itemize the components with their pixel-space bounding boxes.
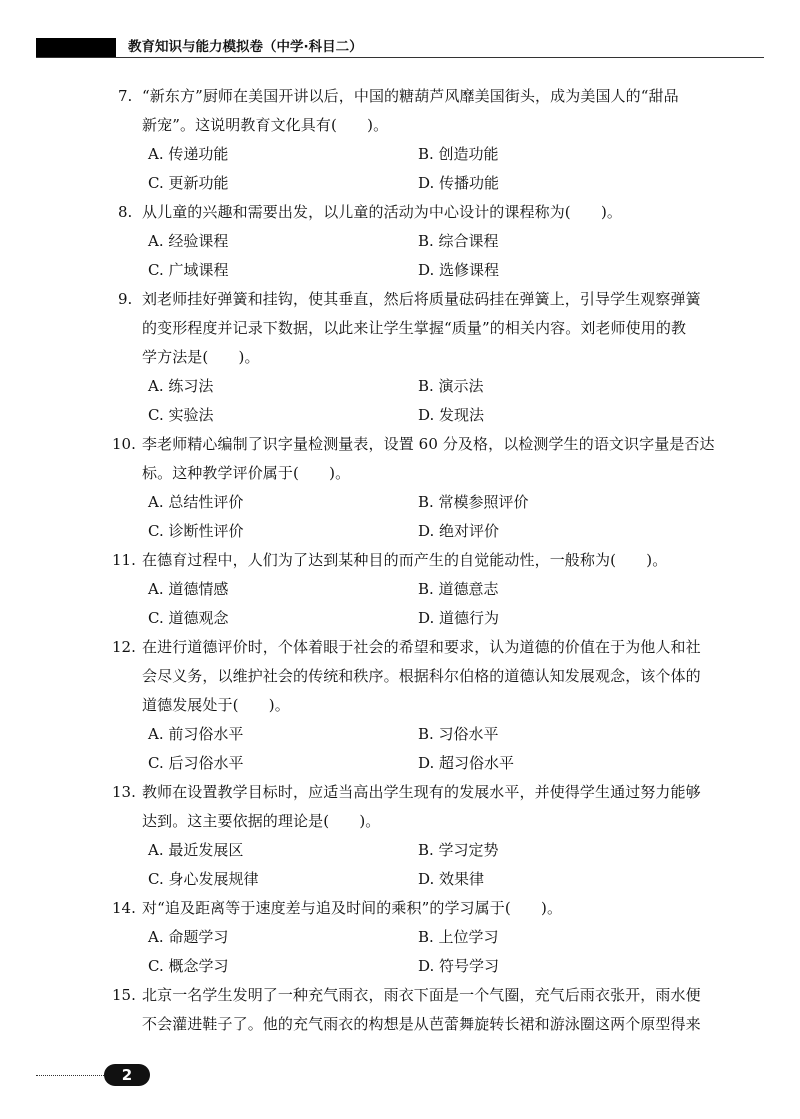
question-stem-line: 的变形程度并记录下数据，以此来让学生掌握“质量”的相关内容。刘老师使用的教 bbox=[142, 319, 687, 337]
question-stem-line: 学方法是( )。 bbox=[142, 348, 260, 366]
option-row bbox=[142, 517, 748, 546]
answer-option: C. 概念学习 bbox=[148, 957, 229, 975]
question-number: 12. bbox=[112, 638, 136, 656]
question-stem-line: 新宠”。这说明教育文化具有( )。 bbox=[142, 116, 389, 134]
answer-option: C. 诊断性评价 bbox=[148, 522, 244, 540]
option-row bbox=[142, 256, 748, 285]
question-stem-line: 李老师精心编制了识字量检测量表，设置 60 分及格，以检测学生的语文识字量是否达 bbox=[142, 435, 715, 453]
answer-option: D. 选修课程 bbox=[418, 261, 500, 279]
answer-option: D. 道德行为 bbox=[418, 609, 500, 627]
question-number: 10. bbox=[112, 435, 136, 453]
question-stem-line: 刘老师挂好弹簧和挂钩，使其垂直，然后将质量砝码挂在弹簧上，引导学生观察弹簧 bbox=[142, 290, 701, 308]
answer-option: C. 广域课程 bbox=[148, 261, 229, 279]
footer-rule bbox=[36, 1075, 114, 1076]
question-10 bbox=[112, 430, 748, 546]
question-14 bbox=[112, 894, 748, 981]
option-row bbox=[142, 372, 748, 401]
question-stem-line: 北京一名学生发明了一种充气雨衣，雨衣下面是一个气圈，充气后雨衣张开，雨水便 bbox=[142, 986, 701, 1004]
answer-option: C. 后习俗水平 bbox=[148, 754, 244, 772]
answer-option: A. 练习法 bbox=[148, 377, 214, 395]
answer-option: A. 前习俗水平 bbox=[148, 725, 244, 743]
option-row bbox=[142, 604, 748, 633]
answer-option: B. 上位学习 bbox=[418, 928, 499, 946]
answer-option: B. 道德意志 bbox=[418, 580, 499, 598]
question-number: 11. bbox=[112, 551, 136, 569]
question-list bbox=[112, 82, 748, 1039]
answer-option: D. 效果律 bbox=[418, 870, 485, 888]
question-15 bbox=[112, 981, 748, 1039]
option-row bbox=[142, 865, 748, 894]
option-row bbox=[142, 140, 748, 169]
option-row bbox=[142, 836, 748, 865]
answer-option: C. 实验法 bbox=[148, 406, 214, 424]
question-number: 15. bbox=[112, 986, 136, 1004]
question-number: 14. bbox=[112, 899, 136, 917]
question-number: 9. bbox=[118, 290, 133, 308]
question-7 bbox=[118, 82, 748, 198]
question-stem-line: 道德发展处于( )。 bbox=[142, 696, 290, 714]
answer-option: B. 习俗水平 bbox=[418, 725, 499, 743]
page-header-title: 教育知识与能力模拟卷（中学·科目二） bbox=[128, 39, 363, 55]
answer-option: C. 身心发展规律 bbox=[148, 870, 259, 888]
option-row bbox=[142, 749, 748, 778]
answer-option: A. 总结性评价 bbox=[148, 493, 244, 511]
header-rule bbox=[36, 57, 764, 58]
answer-option: D. 符号学习 bbox=[418, 957, 500, 975]
answer-option: D. 传播功能 bbox=[418, 174, 500, 192]
question-11 bbox=[112, 546, 748, 633]
answer-option: D. 发现法 bbox=[418, 406, 485, 424]
question-number: 13. bbox=[112, 783, 136, 801]
question-stem-line: 对“追及距离等于速度差与追及时间的乘积”的学习属于( )。 bbox=[142, 899, 563, 917]
answer-option: B. 创造功能 bbox=[418, 145, 499, 163]
question-12 bbox=[112, 633, 748, 778]
option-row bbox=[142, 169, 748, 198]
option-row bbox=[142, 720, 748, 749]
answer-option: B. 演示法 bbox=[418, 377, 484, 395]
answer-option: B. 常模参照评价 bbox=[418, 493, 529, 511]
question-stem-line: 不会灌进鞋子了。他的充气雨衣的构想是从芭蕾舞旋转长裙和游泳圈这两个原型得来 bbox=[142, 1015, 701, 1033]
answer-option: B. 综合课程 bbox=[418, 232, 499, 250]
question-8 bbox=[118, 198, 748, 285]
option-row bbox=[142, 923, 748, 952]
question-number: 8. bbox=[118, 203, 133, 221]
header-black-bar bbox=[36, 38, 116, 57]
answer-option: A. 传递功能 bbox=[148, 145, 229, 163]
question-stem-line: 教师在设置教学目标时，应适当高出学生现有的发展水平，并使得学生通过努力能够 bbox=[142, 783, 701, 801]
question-stem-line: 标。这种教学评价属于( )。 bbox=[142, 464, 351, 482]
question-stem-line: 从儿童的兴趣和需要出发，以儿童的活动为中心设计的课程称为( )。 bbox=[142, 203, 623, 221]
question-13 bbox=[112, 778, 748, 894]
question-stem-line: 达到。这主要依据的理论是( )。 bbox=[142, 812, 381, 830]
question-stem-line: “新东方”厨师在美国开讲以后，中国的糖葫芦风靡美国街头，成为美国人的“甜品 bbox=[142, 87, 679, 105]
question-stem-line: 会尽义务，以维护社会的传统和秩序。根据科尔伯格的道德认知发展观念，该个体的 bbox=[142, 667, 701, 685]
question-9 bbox=[118, 285, 748, 430]
answer-option: A. 命题学习 bbox=[148, 928, 229, 946]
answer-option: A. 经验课程 bbox=[148, 232, 229, 250]
answer-option: B. 学习定势 bbox=[418, 841, 499, 859]
question-stem-line: 在德育过程中，人们为了达到某种目的而产生的自觉能动性，一般称为( )。 bbox=[142, 551, 668, 569]
option-row bbox=[142, 952, 748, 981]
question-number: 7. bbox=[118, 87, 133, 105]
question-stem-line: 在进行道德评价时，个体着眼于社会的希望和要求，认为道德的价值在于为他人和社 bbox=[142, 638, 701, 656]
answer-option: A. 最近发展区 bbox=[148, 841, 244, 859]
answer-option: D. 绝对评价 bbox=[418, 522, 500, 540]
option-row bbox=[142, 575, 748, 604]
answer-option: D. 超习俗水平 bbox=[418, 754, 515, 772]
answer-option: C. 道德观念 bbox=[148, 609, 229, 627]
answer-option: C. 更新功能 bbox=[148, 174, 229, 192]
option-row bbox=[142, 488, 748, 517]
answer-option: A. 道德情感 bbox=[148, 580, 229, 598]
option-row bbox=[142, 227, 748, 256]
option-row bbox=[142, 401, 748, 430]
page-number: 2 bbox=[104, 1064, 150, 1086]
